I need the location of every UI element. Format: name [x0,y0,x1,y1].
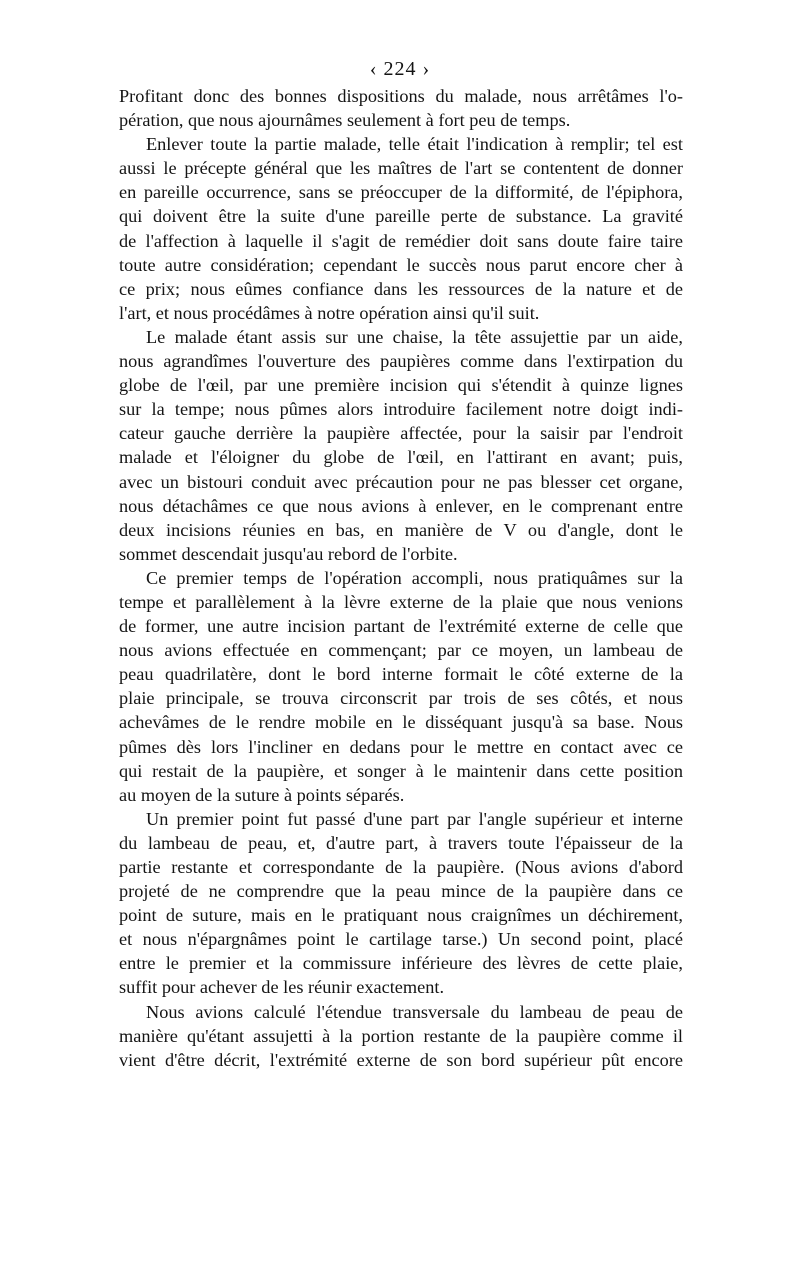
text-line: nous agrandîmes l'ouverture des paupières comme dans l'extirpation du [119,351,683,372]
text-line: et nous n'épargnâmes point le cartilage tarse.) Un second point, placé [119,929,683,950]
text-line: avec un bistouri conduit avec précaution pour ne pas blesser cet organe, [119,471,683,492]
text-line: toute autre considération; cependant le succès nous parut encore cher à [119,254,683,275]
text-line: plaie principale, se trouva circonscrit par trois de ses côtés, et nous [119,688,683,709]
text-line: nous avions effectuée en commençant; par ce moyen, un lambeau de [119,640,683,661]
text-line: de l'affection à laquelle il s'agit de remédier doit sans doute faire taire [119,230,683,251]
text-line: sommet descendait jusqu'au rebord de l'orbite. [119,543,458,564]
text-line: point de suture, mais en le pratiquant nous craignîmes un déchirement, [119,905,683,926]
text-line: projeté de ne comprendre que la peau mince de la paupière dans ce [119,881,683,902]
text-line: en pareille occurrence, sans se préoccuper de la difformité, de l'épiphora, [119,182,683,203]
text-line: manière qu'étant assujetti à la portion restante de la paupière comme il [119,1025,683,1046]
page-number: ‹ 224 › [369,58,431,80]
text-line: pûmes dès lors l'incliner en dedans pour le mettre en contact avec ce [119,736,683,757]
text-line: nous détachâmes ce que nous avions à enlever, en le comprenant entre [119,495,683,516]
text-line: entre le premier et la commissure inférieure des lèvres de cette plaie, [119,953,683,974]
text-line: du lambeau de peau, et, d'autre part, à travers toute l'épaisseur de la [119,832,683,853]
text-line: pération, que nous ajournâmes seulement à fort peu de temps. [119,110,571,131]
text-line: ce prix; nous eûmes confiance dans les ressources de la nature et de [119,278,683,299]
text-line: sur la tempe; nous pûmes alors introduire facilement notre doigt indi- [119,399,683,420]
text-line: l'art, et nous procédâmes à notre opération ainsi qu'il suit. [119,302,540,323]
text-line: vient d'être décrit, l'extrémité externe de son bord supérieur pût encore [119,1049,683,1070]
text-line: Profitant donc des bonnes dispositions du malade, nous arrêtâmes l'o- [119,86,683,106]
text-line: partie restante et correspondante de la paupière. (Nous avions d'abord [119,857,683,877]
text-line: Un premier point fut passé d'une part par l'angle supérieur et interne [146,808,683,829]
text-line: achevâmes de le rendre mobile en le disséquant jusqu'à sa base. Nous [119,712,683,733]
text-line: globe de l'œil, par une première incision qui s'étendit à quinze lignes [119,375,683,396]
text-line: peau quadrilatère, dont le bord interne formait le côté externe de la [119,664,683,685]
text-line: Enlever toute la partie malade, telle était l'indication à remplir; tel est [146,134,683,155]
text-line: qui doivent être la suite d'une pareille perte de substance. La gravité [119,206,683,227]
text-line: tempe et parallèlement à la lèvre externe de la plaie que nous venions [119,591,683,612]
text-line: malade et l'éloigner du globe de l'œil, en l'attirant en avant; puis, [119,447,683,468]
text-line: Ce premier temps de l'opération accompli, nous pratiquâmes sur la [146,567,683,588]
text-line: suffit pour achever de les réunir exactement. [119,977,445,998]
text-line: qui restait de la paupière, et songer à le maintenir dans cette position [119,760,683,781]
text-line: aussi le précepte général que les maîtres de l'art se contentent de donner [119,158,683,179]
text-line: Nous avions calculé l'étendue transversale du lambeau de peau de [146,1001,683,1022]
text-line: Le malade étant assis sur une chaise, la tête assujettie par un aide, [146,326,683,347]
body-text [119,84,683,1072]
text-line: deux incisions réunies en bas, en manière de V ou d'angle, dont le [119,519,683,540]
text-line: au moyen de la suture à points séparés. [119,784,405,805]
text-line: cateur gauche derrière la paupière affectée, pour la saisir par l'endroit [119,423,683,444]
text-line: de former, une autre incision partant de l'extrémité externe de celle que [119,616,683,637]
